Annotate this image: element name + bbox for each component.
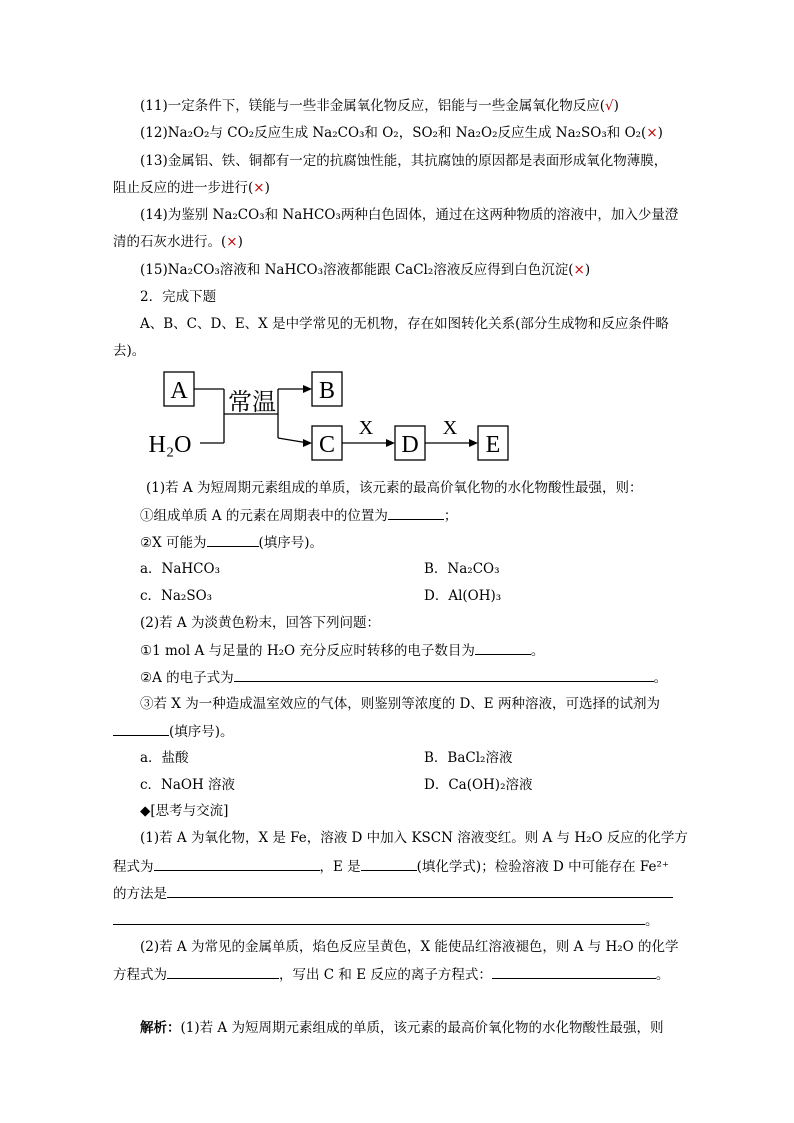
analysis: 解析：(1)若 A 为短周期元素组成的单质，该元素的最高价氧化物的水化物酸性最强，则 bbox=[140, 1020, 664, 1036]
answer-mark: √ bbox=[604, 98, 614, 114]
label-condition: 常温 bbox=[228, 390, 276, 416]
arrow-to-b bbox=[303, 385, 312, 393]
label-d: D bbox=[401, 432, 419, 458]
arrow-to-d bbox=[386, 439, 395, 447]
option-d: D．Ca(OH)₂溶液 bbox=[424, 777, 533, 793]
part-2-stem: (2)若 A 为淡黄色粉末，回答下列问题： bbox=[140, 615, 380, 631]
label-x1: X bbox=[358, 417, 374, 439]
answer-blank[interactable] bbox=[154, 856, 320, 871]
answer-mark: × bbox=[573, 262, 585, 278]
answer-mark: × bbox=[226, 234, 238, 250]
part-2-question-c-cont: (填序号)。 bbox=[113, 721, 234, 742]
question-14-line1: (14)为鉴别 Na₂CO₃和 NaHCO₃两种白色固体，通过在这两种物质的溶液中，加入少量澄 bbox=[140, 207, 679, 223]
answer-blank[interactable] bbox=[207, 532, 259, 547]
label-b: B bbox=[318, 378, 336, 404]
answer-mark: × bbox=[646, 125, 658, 141]
question-12: (12)Na₂O₂与 CO₂反应生成 Na₂CO₃和 O₂，SO₂和 Na₂O₂反应生成 Na₂SO₃和 O₂(×) bbox=[140, 125, 663, 141]
part-2-question-b: ②A 的电子式为 。 bbox=[140, 667, 667, 688]
answer-blank[interactable] bbox=[113, 721, 169, 736]
label-h2o: H₂O bbox=[148, 432, 192, 458]
think-1-line3: 的方法是 bbox=[113, 883, 673, 904]
arrow-to-e bbox=[469, 439, 478, 447]
option-b: B．BaCl₂溶液 bbox=[424, 750, 513, 766]
section-2-title: 2．完成下题 bbox=[140, 289, 217, 305]
question-11: (11)一定条件下，镁能与一些非金属氧化物反应，铝能与一些金属氧化物反应(√) bbox=[140, 98, 619, 114]
answer-blank[interactable] bbox=[492, 964, 656, 979]
part-2-question-a: ①1 mol A 与足量的 H₂O 充分反应时转移的电子数目为 。 bbox=[140, 640, 544, 661]
part-2-question-c: ③若 X 为一种造成温室效应的气体，则鉴别等浓度的 D、E 两种溶液，可选择的试剂为 bbox=[140, 696, 660, 712]
think-2-line1: (2)若 A 为常见的金属单质，焰色反应呈黄色，X 能使品红溶液褪色，则 A 与 H₂O 的化学 bbox=[140, 939, 679, 955]
think-1-line2: 程式为 ，E 是 (填化学式)；检验溶液 D 中可能存在 Fe²⁺ bbox=[113, 856, 669, 877]
label-x2: X bbox=[442, 417, 458, 439]
option-d: D．Al(OH)₃ bbox=[424, 588, 502, 604]
answer-blank[interactable] bbox=[475, 640, 531, 655]
answer-blank[interactable] bbox=[361, 856, 417, 871]
label-c: C bbox=[318, 432, 336, 458]
question-13-line2: 阻止反应的进一步进行(×) bbox=[113, 180, 270, 196]
option-c: c．Na₂SO₃ bbox=[140, 588, 213, 604]
think-2-line2: 方程式为 ，写出 C 和 E 反应的离子方程式： 。 bbox=[113, 964, 669, 985]
option-c: c．NaOH 溶液 bbox=[140, 777, 236, 793]
label-a: A bbox=[170, 378, 188, 404]
option-b: B．Na₂CO₃ bbox=[424, 561, 500, 577]
part-1-question-b: ②X 可能为 (填序号)。 bbox=[140, 532, 323, 553]
think-heading: ◆[思考与交流] bbox=[140, 803, 229, 819]
answer-blank[interactable] bbox=[113, 910, 645, 925]
answer-blank[interactable] bbox=[388, 505, 444, 520]
arrow-to-c bbox=[303, 439, 312, 447]
option-a: a．NaHCO₃ bbox=[140, 561, 220, 577]
option-a: a．盐酸 bbox=[140, 750, 189, 766]
answer-blank[interactable] bbox=[234, 667, 654, 682]
part-1-stem: (1)若 A 为短周期元素组成的单质，该元素的最高价氧化物的水化物酸性最强，则： bbox=[146, 480, 643, 496]
question-14-line2: 清的石灰水进行。(×) bbox=[113, 234, 243, 250]
answer-mark: × bbox=[253, 180, 265, 196]
question-13-line1: (13)金属铝、铁、铜都有一定的抗腐蚀性能，其抗腐蚀的原因都是表面形成氧化物薄膜， bbox=[140, 153, 668, 169]
section-2-intro: A、B、C、D、E、X 是中学常见的无机物，存在如图转化关系(部分生成物和反应条件略 bbox=[140, 316, 669, 332]
think-1-line1: (1)若 A 为氧化物，X 是 Fe，溶液 D 中加入 KSCN 溶液变红。则 A 与 H₂O 反应的化学方 bbox=[140, 830, 688, 846]
label-e: E bbox=[485, 432, 501, 458]
reaction-diagram bbox=[140, 368, 520, 468]
answer-blank[interactable] bbox=[167, 964, 279, 979]
think-1-line4: 。 bbox=[113, 910, 659, 931]
part-1-question-a: ①组成单质 A 的元素在周期表中的位置为 ； bbox=[140, 505, 457, 526]
section-2-intro-cont: 去)。 bbox=[113, 343, 146, 359]
question-15: (15)Na₂CO₃溶液和 NaHCO₃溶液都能跟 CaCl₂溶液反应得到白色沉淀(×) bbox=[140, 262, 591, 278]
answer-blank[interactable] bbox=[167, 883, 673, 898]
